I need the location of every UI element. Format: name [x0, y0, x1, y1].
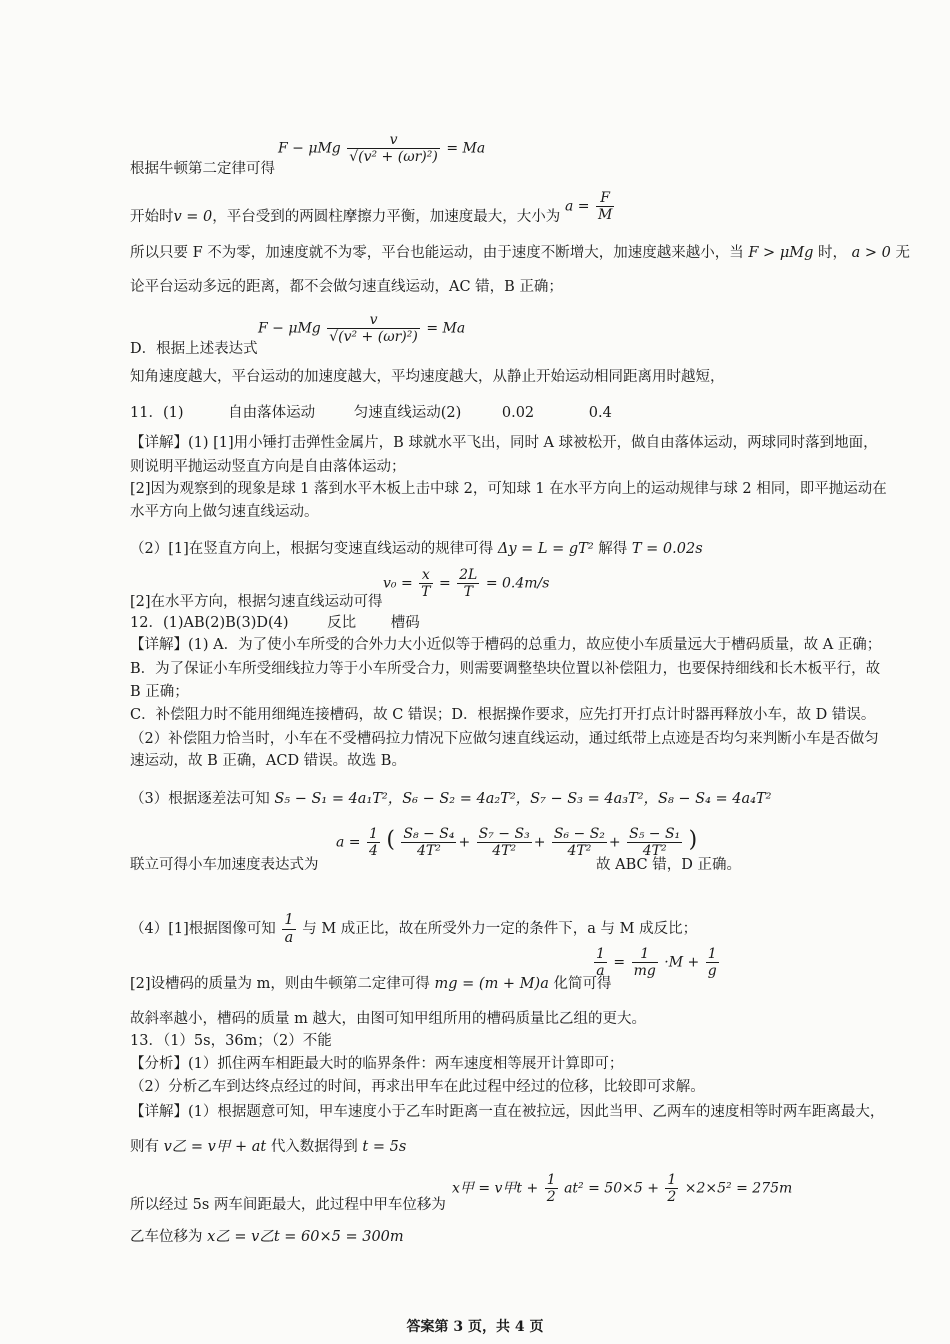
text-line: 【分析】(1）抓住两车相距最大时的临界条件：两车速度相等展开计算即可；: [130, 1056, 624, 1072]
text-line: 开始时v = 0，平台受到的两圆柱摩擦力平衡，加速度最大，大小为: [130, 209, 561, 225]
text-line: B 正确；: [130, 684, 189, 700]
q13-answer-line: 13．（1）5s，36m；（2）不能: [130, 1033, 332, 1049]
text-line: 【详解】(1) [1]用小锤打击弹性金属片，B 球就水平飞出，同时 A 球被松开，做自由落体运动，两球同时落到地面，: [130, 435, 878, 451]
text-line: C．补偿阻力时不能用细绳连接槽码，故 C 错误；D．根据操作要求，应先打开打点计时器再释放小车，故 D 错误。: [130, 707, 876, 723]
text-line: 则说明平抛运动竖直方向是自由落体运动；: [130, 459, 406, 475]
max-acceleration-equation: a = $\frac{F}{M}$: [565, 190, 613, 224]
inverse-acceleration-equation: $\frac{1}{a}$ = $\frac{1}{mg}$ ·M + $\frac{1}{g}$: [596, 946, 717, 980]
text-line: [2]在水平方向，根据匀速直线运动可得: [130, 594, 383, 610]
text-line: D．根据上述表达式: [130, 341, 258, 357]
text-line: 论平台运动多远的距离，都不会做匀速直线运动，AC 错，B 正确；: [130, 279, 563, 295]
text-line: 乙车位移为 x乙 = v乙t = 60×5 = 300m: [130, 1229, 404, 1245]
text-line: [2]因为观察到的现象是球 1 落到水平木板上击中球 2，可知球 1 在水平方向上的运动规律与球 2 相同，即平抛运动在: [130, 481, 887, 497]
text-line: 水平方向上做匀速直线运动。: [130, 504, 319, 520]
text-line: 根据牛顿第二定律可得: [130, 161, 275, 177]
text-line: （2）[1]在竖直方向上，根据匀变速直线运动的规律可得 Δy = L = gT² 解得 T = 0.02s: [130, 541, 703, 557]
q12-answer-line: 12．(1)AB(2)B(3)D(4) 反比 槽码: [130, 615, 420, 631]
q11-answer-line: 11．(1) 自由落体运动 匀速直线运动(2) 0.02 0.4: [130, 405, 612, 421]
newton-equation-1: F − μMg $\frac{v}{\text{√(v² + (ωr)²)}}$ = Ma: [278, 132, 486, 166]
text-line: [2]设槽码的质量为 m，则由牛顿第二定律可得 mg = (m + M)a 化简可得: [130, 976, 612, 992]
text-line: 所以只要 F 不为零，加速度就不为零，平台也能运动，由于速度不断增大，加速度越来越小，当 F > μMg 时， a > 0 无: [130, 245, 910, 261]
text-line: 联立可得小车加速度表达式为: [130, 857, 319, 873]
text-line: （4）[1]根据图像可知 $\frac{1}{a}$ 与 M 成正比，故在所受外力一定的条件下，a 与 M 成反比；: [130, 912, 698, 946]
newton-equation-2: F − μMg $\frac{v}{\text{√(v² + (ωr)²)}}$ = Ma: [258, 312, 466, 346]
text-line: （3）根据逐差法可知 S₅ − S₁ = 4a₁T²，S₆ − S₂ = 4a₂T²，S₇ − S₃ = 4a₃T²，S₈ − S₄ = 4a₄T²: [130, 791, 772, 807]
text-line: 故 ABC 错，D 正确。: [596, 857, 741, 873]
text-line: 则有 v乙 = v甲 + at 代入数据得到 t = 5s: [130, 1139, 407, 1155]
text-line: 所以经过 5s 两车间距最大，此过程中甲车位移为: [130, 1197, 446, 1213]
text-line: 速运动，故 B 正确，ACD 错误。故选 B。: [130, 753, 406, 769]
horizontal-velocity-equation: v₀ = $\frac{x}{T}$ = $\frac{2L}{T}$ = 0.4m/s: [383, 567, 550, 601]
text-line: 【详解】(1）根据题意可知，甲车速度小于乙车时距离一直在被拉远，因此当甲、乙两车的速度相等时两车距离最大，: [130, 1104, 885, 1120]
text-line: B．为了保证小车所受细线拉力等于小车所受合力，则需要调整垫块位置以补偿阻力，也要保持细线和长木板平行，故: [130, 661, 881, 677]
acceleration-average-equation: a = $\frac{1}{4}$ ( $\frac{\text{S₈ − S₄}}{\text{4T²}}$ + $\frac{\text{S₇ − S₃}}{\text{4T²}}$ + $\frac{\text{S₆ − S₂}}{\text{4T²}}$ + $\frac{\text{S₅ − S₁}}{\text{4T²}}$ ): [336, 826, 698, 860]
text-line: （2）补偿阻力恰当时，小车在不受槽码拉力情况下应做匀速直线运动，通过纸带上点迹是否均匀来判断小车是否做匀: [130, 731, 879, 747]
text-line: 故斜率越小，槽码的质量 m 越大，由图可知甲组所用的槽码质量比乙组的更大。: [130, 1011, 646, 1027]
text-line: 知角速度越大，平台运动的加速度越大，平均速度越大，从静止开始运动相同距离用时越短，: [130, 369, 725, 385]
car-a-displacement-equation: x甲 = v甲t + $\frac{1}{2}$ at² = 50×5 + $\frac{1}{2}$ ×2×5² = 275m: [452, 1172, 793, 1206]
page-footer: 答案第 3 页，共 4 页: [406, 1319, 544, 1335]
text-line: 【详解】(1) A．为了使小车所受的合外力大小近似等于槽码的总重力，故应使小车质量远大于槽码质量，故 A 正确；: [130, 637, 882, 653]
text-line: （2）分析乙车到达终点经过的时间，再求出甲车在此过程中经过的位移，比较即可求解。: [130, 1079, 705, 1095]
